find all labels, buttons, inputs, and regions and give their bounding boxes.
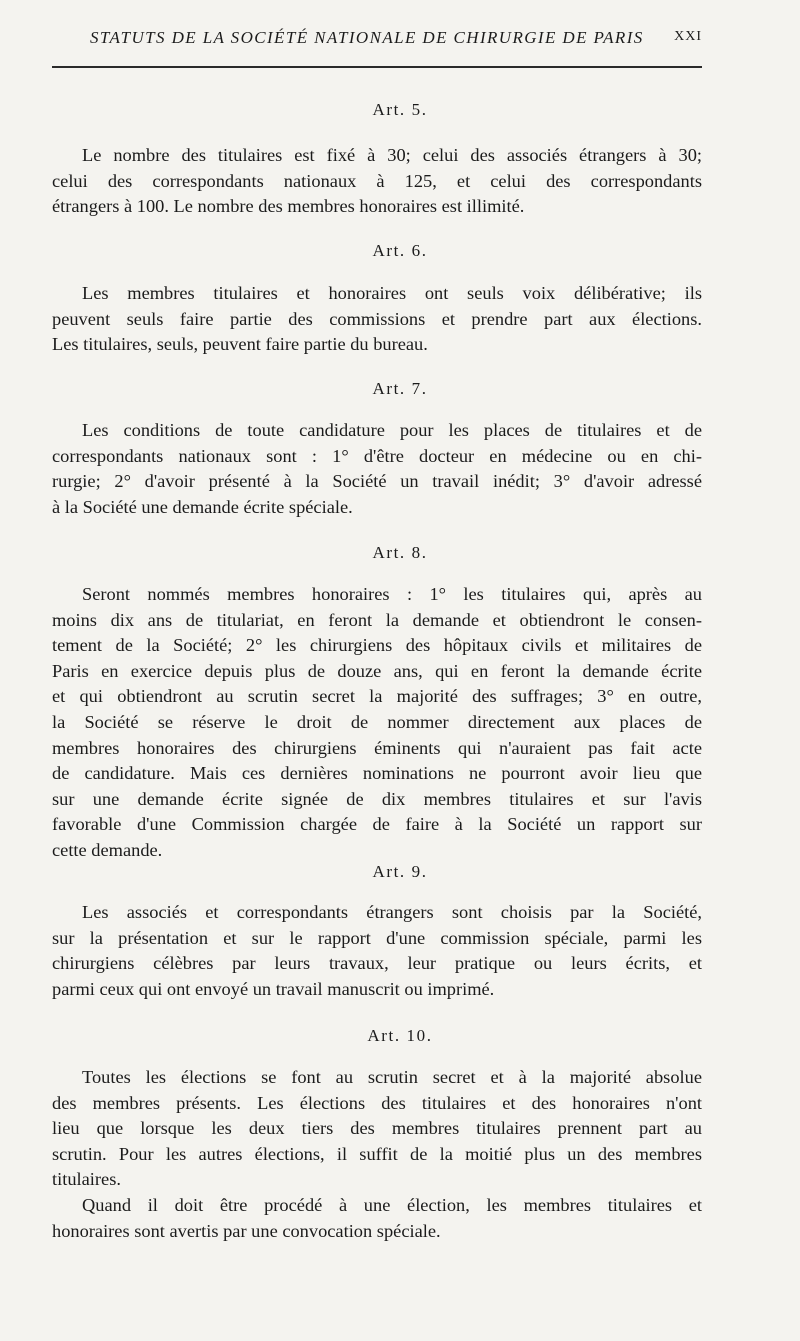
text-line: Paris en exercice depuis plus de douze ans, qui en feront la demande écrite bbox=[52, 660, 702, 681]
text-line: Les membres titulaires et honoraires ont seuls voix délibérative; ils bbox=[82, 283, 702, 303]
text-line: Quand il doit être procédé à une élection, les membres titulaires et bbox=[82, 1194, 702, 1215]
running-header bbox=[52, 28, 702, 54]
text-line: moins dix ans de titulariat, en feront la demande et obtiendront le consen- bbox=[52, 609, 702, 630]
article-6-text bbox=[52, 281, 702, 358]
text-line: celui des correspondants nationaux à 125, et celui des correspondants bbox=[52, 170, 702, 191]
text-line: sur une demande écrite signée de dix membres titulaires et sur l'avis bbox=[52, 788, 702, 809]
text-line: Les associés et correspondants étrangers sont choisis par la Société, bbox=[82, 902, 702, 922]
article-8-heading: Art. 8. bbox=[372, 543, 428, 562]
text-line: scrutin. Pour les autres élections, il suffit de la moitié plus un des membres bbox=[52, 1143, 702, 1164]
text-line: à la Société une demande écrite spéciale. bbox=[52, 496, 353, 517]
text-line: lieu que lorsque les deux tiers des membres titulaires prennent part au bbox=[52, 1118, 702, 1139]
text-line: rurgie; 2° d'avoir présenté à la Société un travail inédit; 3° d'avoir adressé bbox=[52, 471, 702, 492]
text-line: chirurgiens célèbres par leurs travaux, leur pratique ou leurs écrits, et bbox=[52, 953, 702, 974]
article-5-heading: Art. 5. bbox=[372, 100, 428, 119]
article-5-text bbox=[52, 143, 702, 220]
article-9-heading: Art. 9. bbox=[372, 862, 428, 881]
text-line: sur la présentation et sur le rapport d'une commission spéciale, parmi les bbox=[52, 927, 702, 948]
text-line: étrangers à 100. Le nombre des membres honoraires est illimité. bbox=[52, 196, 525, 217]
header-rule bbox=[52, 66, 702, 68]
text-line: membres honoraires des chirurgiens éminents qui n'auraient pas fait acte bbox=[52, 737, 702, 758]
article-10-heading: Art. 10. bbox=[367, 1026, 433, 1045]
article-10-text bbox=[52, 1065, 702, 1244]
text-line: Les conditions de toute candidature pour les places de titulaires et de bbox=[82, 420, 702, 440]
running-title: STATUTS DE LA SOCIÉTÉ NATIONALE DE CHIRURGIE DE PARIS bbox=[90, 28, 644, 47]
article-9-text bbox=[52, 900, 702, 1002]
article-7-heading: Art. 7. bbox=[372, 379, 428, 398]
text-line: Toutes les élections se font au scrutin secret et à la majorité absolue bbox=[82, 1067, 702, 1087]
text-line: de candidature. Mais ces dernières nominations ne pourront avoir lieu que bbox=[52, 763, 702, 784]
text-line: et qui obtiendront au scrutin secret la majorité des suffrages; 3° en outre, bbox=[52, 686, 702, 707]
text-line: correspondants nationaux sont : 1° d'être docteur en médecine ou en chi- bbox=[52, 445, 702, 466]
article-7-text bbox=[52, 418, 702, 520]
text-line: peuvent seuls faire partie des commissions et prendre part aux élections. bbox=[52, 308, 702, 329]
text-line: Les titulaires, seuls, peuvent faire partie du bureau. bbox=[52, 334, 428, 355]
text-line: des membres présents. Les élections des titulaires et des honoraires n'ont bbox=[52, 1092, 702, 1113]
text-line: cette demande. bbox=[52, 839, 163, 860]
article-8-text bbox=[52, 582, 702, 864]
text-line: titulaires. bbox=[52, 1169, 121, 1190]
text-line: Seront nommés membres honoraires : 1° les titulaires qui, après au bbox=[82, 584, 702, 604]
page-number: XXI bbox=[674, 29, 702, 44]
text-line: parmi ceux qui ont envoyé un travail manuscrit ou imprimé. bbox=[52, 978, 495, 999]
text-line: Le nombre des titulaires est fixé à 30; celui des associés étrangers à 30; bbox=[82, 145, 702, 165]
text-line: honoraires sont avertis par une convocation spéciale. bbox=[52, 1220, 441, 1241]
text-line: favorable d'une Commission chargée de faire à la Société un rapport sur bbox=[52, 814, 702, 835]
article-6-heading: Art. 6. bbox=[372, 241, 428, 260]
text-line: tement de la Société; 2° les chirurgiens des hôpitaux civils et militaires de bbox=[52, 635, 702, 656]
text-line: la Société se réserve le droit de nommer directement aux places de bbox=[52, 711, 702, 732]
